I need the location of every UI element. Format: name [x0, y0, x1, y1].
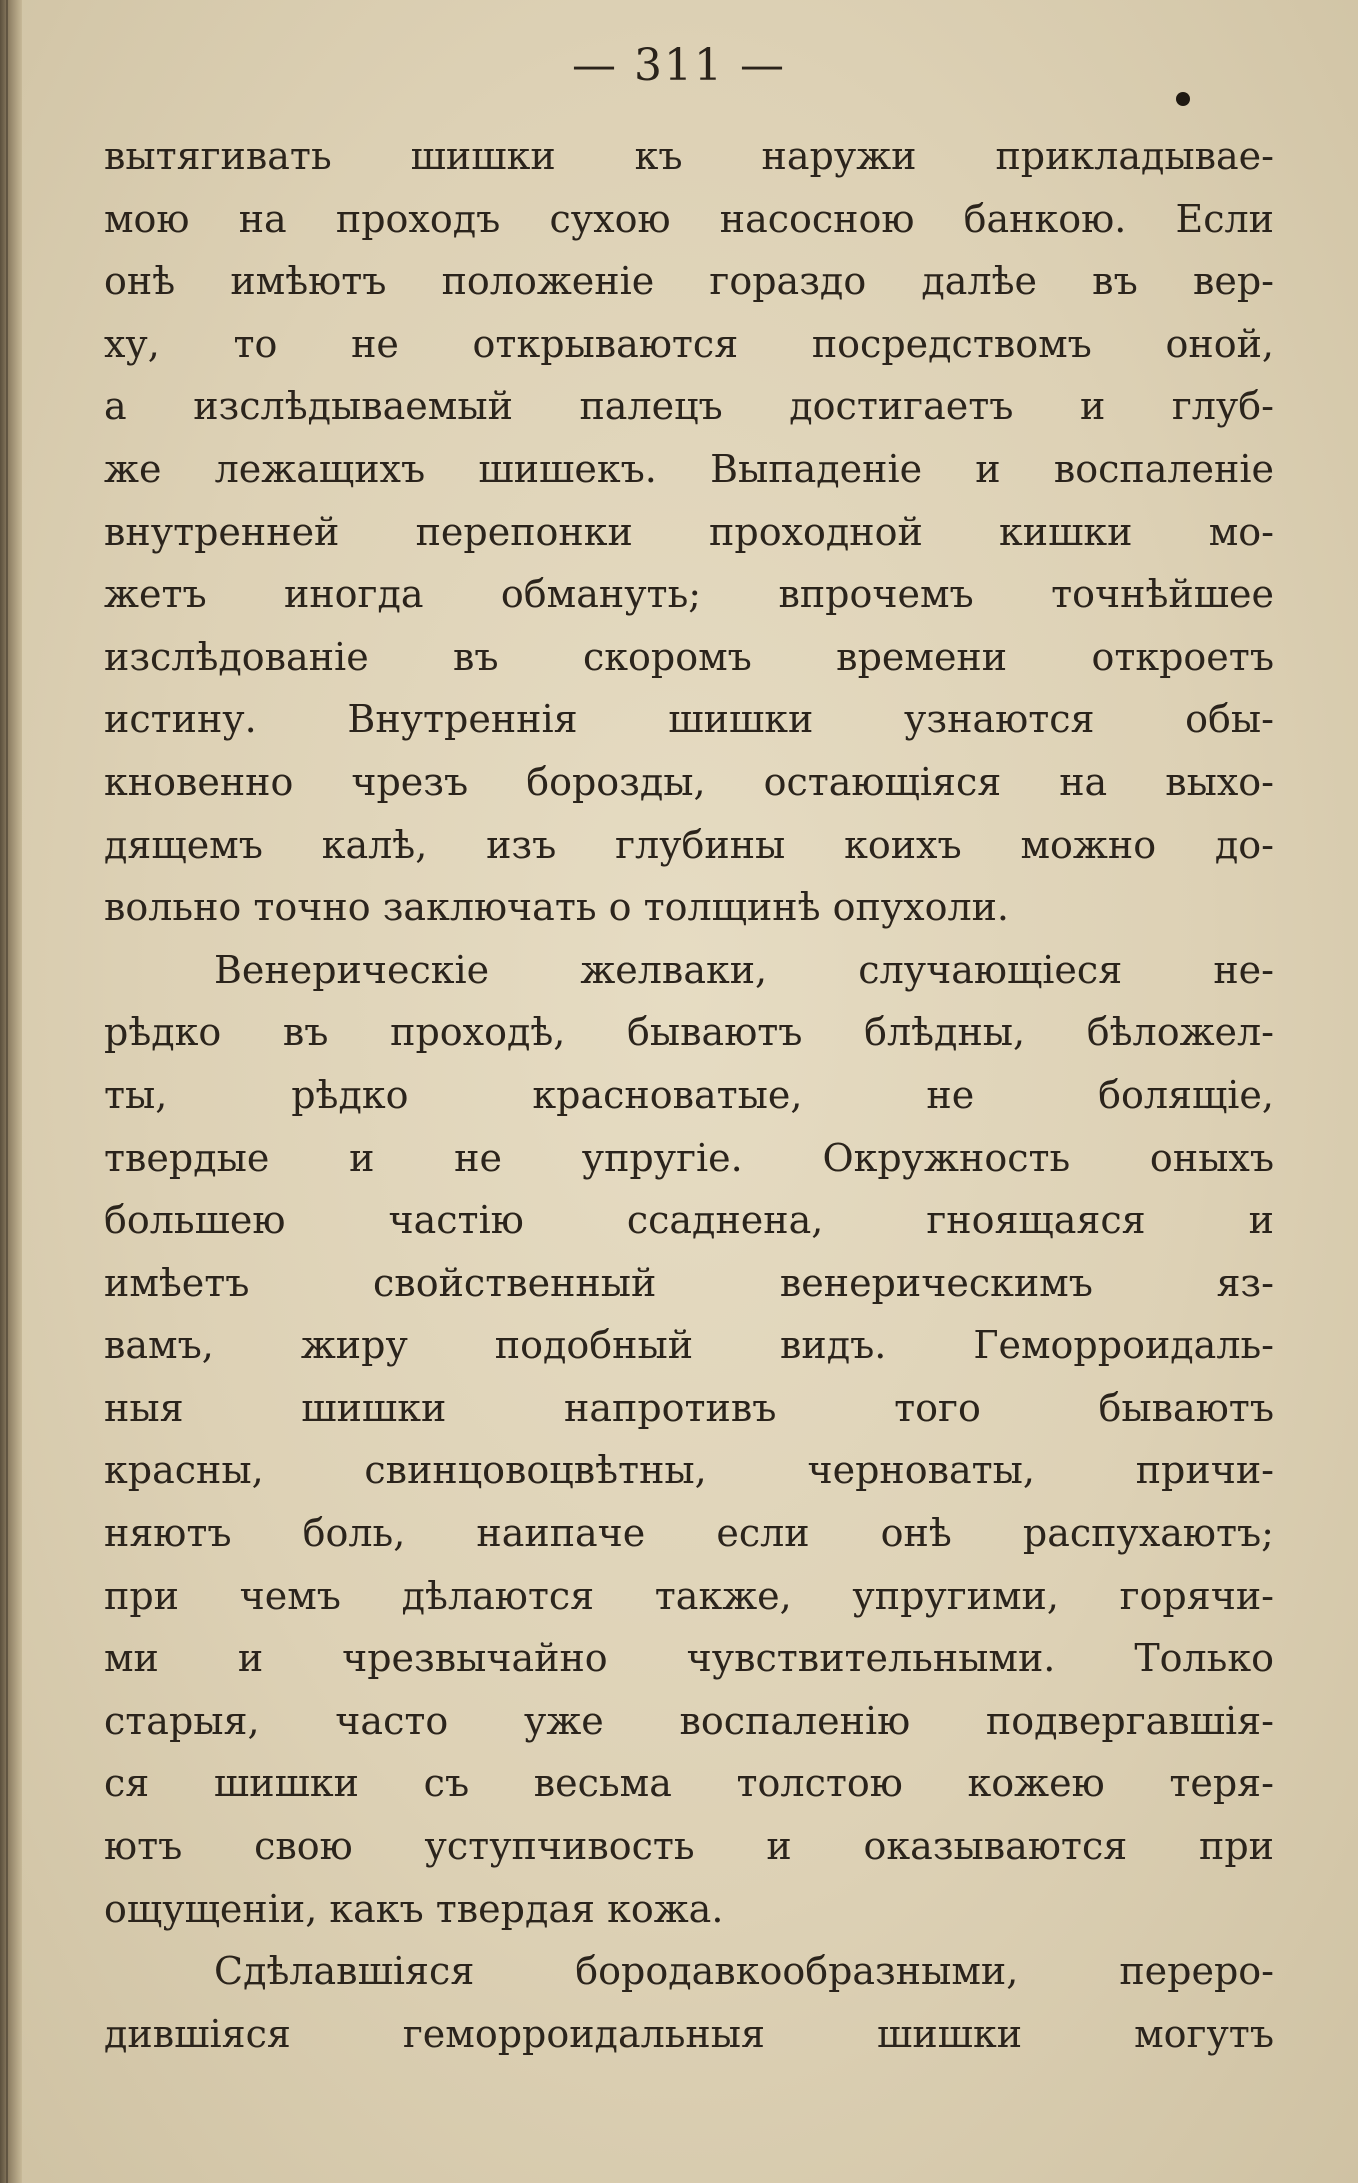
ink-spot: [1176, 92, 1190, 106]
text-line: дящемъ калѣ, изъ глубины коихъ можно до-: [104, 822, 1274, 867]
text-line: а изслѣдываемый палецъ достигаетъ и глуб-: [104, 384, 1274, 429]
text-line: кновенно чрезъ борозды, остающіяся на выхо-: [104, 759, 1274, 804]
body-text: [104, 125, 1274, 2065]
text-line: ся шишки съ весьма толстою кожею теря-: [104, 1761, 1274, 1806]
text-line: ты, рѣдко красноватые, не болящіе,: [104, 1072, 1274, 1117]
binding-edge: [0, 0, 22, 2183]
text-line: рѣдко въ проходѣ, бываютъ блѣдны, бѣложел-: [104, 1010, 1274, 1055]
text-line: ху, то не открываются посредствомъ оной,: [104, 321, 1274, 366]
text-line: красны, свинцовоцвѣтны, черноваты, причи-: [104, 1448, 1274, 1493]
text-line: вольно точно заключать о толщинѣ опухоли.: [104, 885, 1010, 930]
text-line: Венерическіе желваки, случающіеся не-: [214, 947, 1274, 992]
text-line: онѣ имѣютъ положеніе гораздо далѣе въ вер-: [104, 259, 1274, 304]
text-line: ютъ свою уступчивость и оказываются при: [104, 1824, 1274, 1869]
text-line: няютъ боль, наипаче если онѣ распухаютъ;: [104, 1511, 1274, 1556]
text-line: истину. Внутреннія шишки узнаются обы-: [104, 697, 1274, 742]
text-line: дившіяся геморроидальныя шишки могутъ: [104, 2011, 1274, 2056]
text-line: мою на проходъ сухою насосною банкою. Если: [104, 196, 1274, 241]
text-line: имѣетъ свойственный венерическимъ яз-: [104, 1260, 1274, 1305]
text-line: же лежащихъ шишекъ. Выпаденіе и воспаленіе: [104, 446, 1274, 491]
text-line: вамъ, жиру подобный видъ. Геморроидаль-: [104, 1323, 1274, 1368]
text-line: изслѣдованіе въ скоромъ времени откроетъ: [104, 634, 1274, 679]
text-line: ми и чрезвычайно чувствительными. Только: [104, 1636, 1274, 1681]
page-number: — 311 —: [572, 40, 786, 91]
text-line: ощущеніи, какъ твердая кожа.: [104, 1886, 724, 1931]
text-line: ныя шишки напротивъ того бываютъ: [104, 1385, 1274, 1430]
text-line: при чемъ дѣлаются также, упругими, горячи-: [104, 1573, 1274, 1618]
text-line: твердые и не упругіе. Окружность оныхъ: [104, 1135, 1274, 1180]
text-line: жетъ иногда обмануть; впрочемъ точнѣйшее: [104, 572, 1274, 617]
text-line: большею частію ссаднена, гноящаяся и: [104, 1198, 1274, 1243]
text-line: старыя, часто уже воспаленію подвергавшія-: [104, 1698, 1274, 1743]
text-line: Сдѣлавшіяся бородавкообразными, переро-: [214, 1949, 1274, 1994]
text-line: внутренней перепонки проходной кишки мо-: [104, 509, 1274, 554]
text-line: вытягивать шишки къ наружи прикладывае-: [104, 134, 1274, 178]
